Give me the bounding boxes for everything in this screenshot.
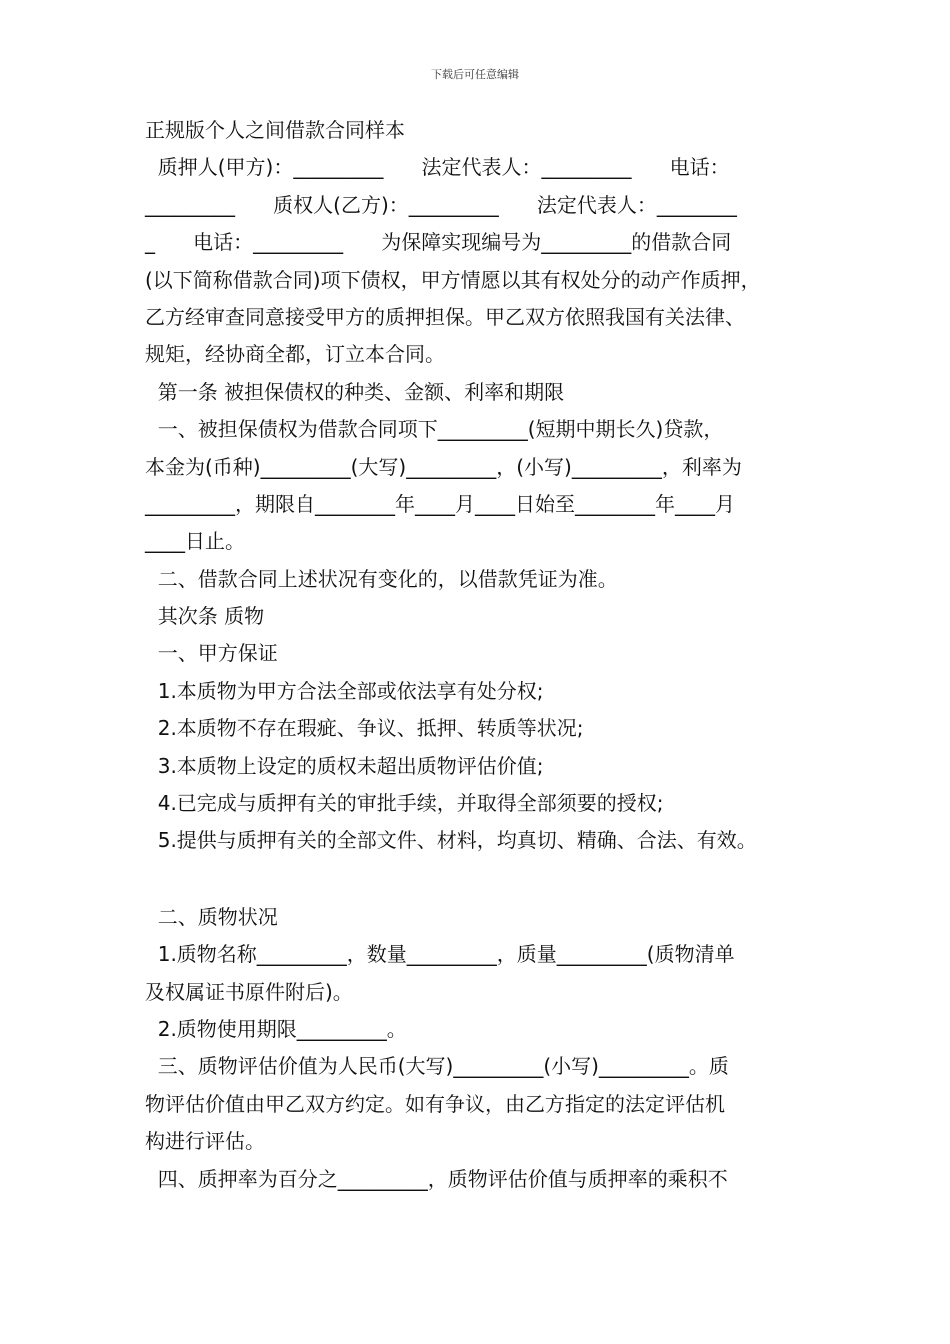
paragraph-line: 规矩，经协商全都，订立本合同。 xyxy=(145,342,445,367)
paragraph-line: 乙方经审查同意接受甲方的质押担保。甲乙双方依照我国有关法律、 xyxy=(145,304,745,329)
paragraph-line: _________，期限自________年____月____日始至________年____月 xyxy=(145,491,735,516)
paragraph-line: 一、被担保债权为借款合同项下_________(短期中期长久)贷款， xyxy=(145,417,724,442)
paragraph-line: _ 电话：_________ 为保障实现编号为_________的借款合同 xyxy=(145,230,732,255)
list-item: 1.质物名称_________，数量_________，质量_________(质物清单 xyxy=(145,942,735,967)
contract-title: 正规版个人之间借款合同样本 xyxy=(145,118,405,142)
paragraph-line: 三、质物评估价值为人民币(大写)_________(小写)_________。质 xyxy=(145,1054,729,1079)
paragraph-line: 物评估价值由甲乙双方约定。如有争议，由乙方指定的法定评估机 xyxy=(145,1091,725,1116)
paragraph-line: (以下简称借款合同)项下债权，甲方情愿以其有权处分的动产作质押， xyxy=(145,267,761,292)
paragraph-line: ____日止。 xyxy=(145,529,245,554)
list-item: 1.本质物为甲方合法全部或依法享有处分权; xyxy=(145,678,544,703)
paragraph-line: 四、质押率为百分之_________，质物评估价值与质押率的乘积不 xyxy=(145,1166,728,1191)
section-heading: 二、质物状况 xyxy=(145,904,278,929)
paragraph-line: 二、借款合同上述状况有变化的，以借款凭证为准。 xyxy=(145,566,618,591)
paragraph-line: 构进行评估。 xyxy=(145,1129,265,1154)
paragraph-line: 质押人(甲方)：_________ 法定代表人：_________ 电话： xyxy=(145,155,730,180)
list-item: 2.本质物不存在瑕疵、争议、抵押、转质等状况; xyxy=(145,716,584,741)
list-item: 4.已完成与质押有关的审批手续，并取得全部须要的授权; xyxy=(145,791,664,816)
list-item: 5.提供与质押有关的全部文件、材料，均真切、精确、合法、有效。 xyxy=(145,828,757,853)
article-heading: 第一条 被担保债权的种类、金额、利率和期限 xyxy=(145,379,565,404)
paragraph-line: 及权属证书原件附后)。 xyxy=(145,979,353,1004)
paragraph-line: 本金为(币种)_________(大写)_________，(小写)_________，利率为 xyxy=(145,454,742,479)
list-item: 2.质物使用期限_________。 xyxy=(145,1016,407,1041)
blank-spacer xyxy=(145,860,825,899)
download-note: 下载后可任意编辑 xyxy=(431,68,519,81)
list-item: 3.本质物上设定的质权未超出质物评估价值; xyxy=(145,753,544,778)
paragraph-line: _________ 质权人(乙方)：_________ 法定代表人：________ xyxy=(145,192,737,217)
section-heading: 一、甲方保证 xyxy=(145,641,278,666)
article-heading: 其次条 质物 xyxy=(145,604,265,629)
contract-body xyxy=(145,112,825,1198)
